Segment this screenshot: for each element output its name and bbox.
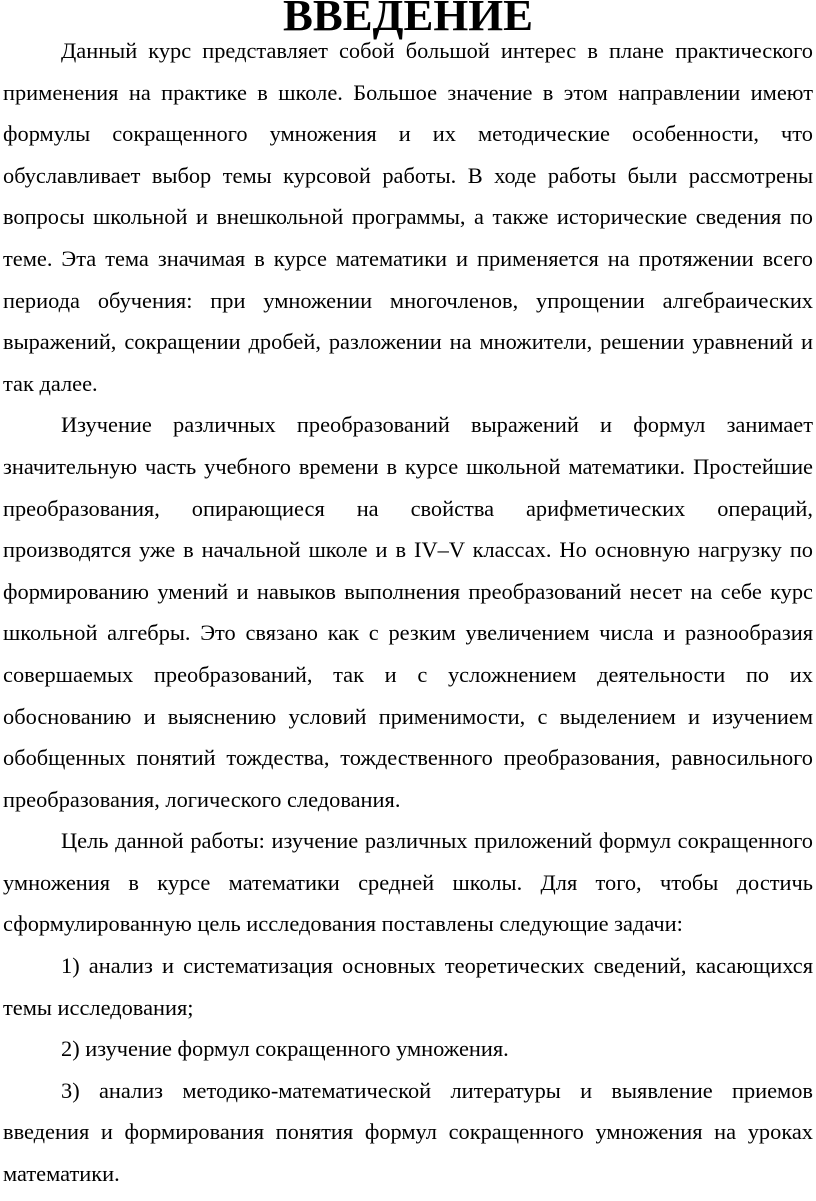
task-item-3: 3) анализ методико-математической литературы и выявление приемов введения и формирования понятия формул сокращенного умножения на уроках математики. (3, 1077, 813, 1187)
goal-paragraph: Цель данной работы: изучение различных приложений формул сокращенного умножения в курсе математики средней школы. Для того, чтобы достичь сформулированную цель исследования поставлены следующие задачи: (3, 828, 813, 937)
task-item-1: 1) анализ и систематизация основных теоретических сведений, касающихся темы исследования; (3, 953, 813, 1020)
document-title: ВВЕДЕНИЕ (283, 0, 533, 40)
task-item-2: 2) изучение формул сокращенного умножения. (61, 1036, 509, 1062)
transformations-paragraph: Изучение различных преобразований выражений и формул занимает значительную часть учебного времени в курсе школьной математики. Простейшие преобразования, опирающиеся на свойства арифметических операций, производятся уже в начальной школе и в IV–V классах. Но основную нагрузку по формированию умений и навыков выполнения преобразований несет на себе курс школьной алгебры. Это связано как с резким увеличением числа и разнообразия совершаемых преобразований, так и с усложнением деятельности по их обоснованию и выяснению условий применимости, с выделением и изучением обобщенных понятий тождества, тождественного преобразования, равносильного преобразования, логического следования. (3, 412, 813, 812)
intro-paragraph: Данный курс представляет собой большой интерес в плане практического применения на практике в школе. Большое значение в этом направлении имеют формулы сокращенного умножения и их методические особенности, что обуславливает выбор темы курсовой работы. В ходе работы были рассмотрены вопросы школьной и внешкольной программы, а также исторические сведения по теме. Эта тема значимая в курсе математики и применяется на протяжении всего периода обучения: при умножении многочленов, упрощении алгебраических выражений, сокращении дробей, разложении на множители, решении уравнений и так далее. (3, 38, 813, 396)
document-page (3, 0, 813, 1195)
